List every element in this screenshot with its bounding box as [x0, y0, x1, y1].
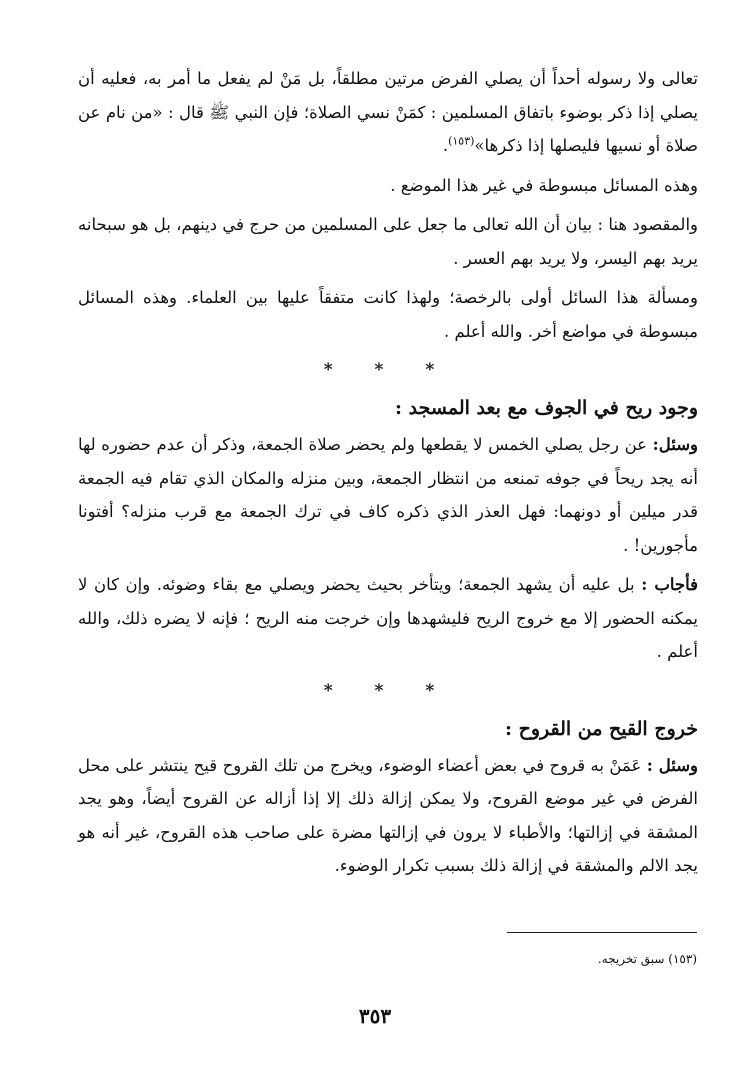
paragraph-2: وهذه المسائل مبسوطة في غير هذا الموضع . [390, 175, 698, 195]
question-1-lead: وسئل: [652, 435, 698, 454]
question-2-lead: وسئل : [646, 755, 698, 775]
paragraph-1 [78, 62, 698, 163]
question-1 [78, 428, 698, 562]
footnote-divider [507, 932, 697, 933]
answer-1-lead: فأجاب : [641, 575, 698, 594]
question-1-text: عن رجل يصلي الخمس لا يقطعها ولم يحضر صلاة الجمعة، وذكر أن عدم حضوره لها أنه يجد ريحاً في جوفه تمنعه من انتظار الجمعة، وبين منزله والمكان الذي تقام فيه الجمعة قدر ميلين أو دونهما: فهل العذر الذي ذكره كاف في ترك الجمعة مع قرب منزله؟ أفتونا مأجورين! . [78, 435, 698, 555]
section-heading-wind: وجود ريح في الجوف مع بعد المسجد : [395, 397, 698, 419]
question-2 [78, 749, 698, 883]
question-2-text: عَمَنْ به قروح في بعض أعضاء الوضوء، ويخرج من تلك القروح قيح ينتشر على محل الفرض في غير موضع القروح، ولا يمكن إزالة ذلك إلا إذا أزاله عن القروح أيضاً، وهو يجد المشقة في إزالتها؛ والأطباء لا يرون في إزالتها مضرة على صاحب هذه القروح، غير أنه هو يجد الالم والمشقة في إزالة ذلك بسبب تكرار الوضوء. [78, 755, 698, 875]
section-separator-2: * * * [323, 680, 453, 701]
page-body [78, 62, 698, 889]
answer-1 [78, 568, 698, 669]
footnote: (١٥٣) سبق تخريجه. [597, 952, 697, 966]
footnote-reference[interactable]: (١٥٣) [448, 134, 475, 148]
paragraph-3: والمقصود هنا : بيان أن الله تعالى ما جعل على المسلمين من حرج في دينهم، بل هو سبحانه يريد بهم اليسر، ولا يريد بهم العسر . [78, 215, 698, 268]
paragraph-4: ومسألة هذا السائل أولى بالرخصة؛ ولهذا كانت متفقاً عليها بين العلماء. وهذه المسائل مبسوطة في مواضع أخر. والله أعلم . [78, 288, 698, 341]
section-separator-1: * * * [323, 360, 453, 380]
section-heading-pus: خروج القيح من القروح : [504, 717, 698, 740]
paragraph-1-end: . [442, 136, 449, 155]
answer-1-text: بل عليه أن يشهد الجمعة؛ ويتأخر بحيث يحضر ويصلي مع بقاء وضوئه. وإن كان لا يمكنه الحضور إلا مع خروج الريح فليشهدها وإن خرجت منه الريح ؛ فإنه لا يضره ذلك، والله أعلم . [78, 575, 698, 661]
page-number: ٣٥٣ [358, 1004, 392, 1028]
paragraph-1-text: تعالى ولا رسوله أحداً أن يصلي الفرض مرتين مطلقاً، بل مَنْ لم يفعل ما أمر به، فعليه أن يصلي إذا ذكر بوضوء باتفاق المسلمين : كمَنْ نسي الصلاة؛ فإن النبي ﷺ قال : «من نام عن صلاة أو نسيها فليصلها إذا ذكرها» [78, 69, 698, 155]
